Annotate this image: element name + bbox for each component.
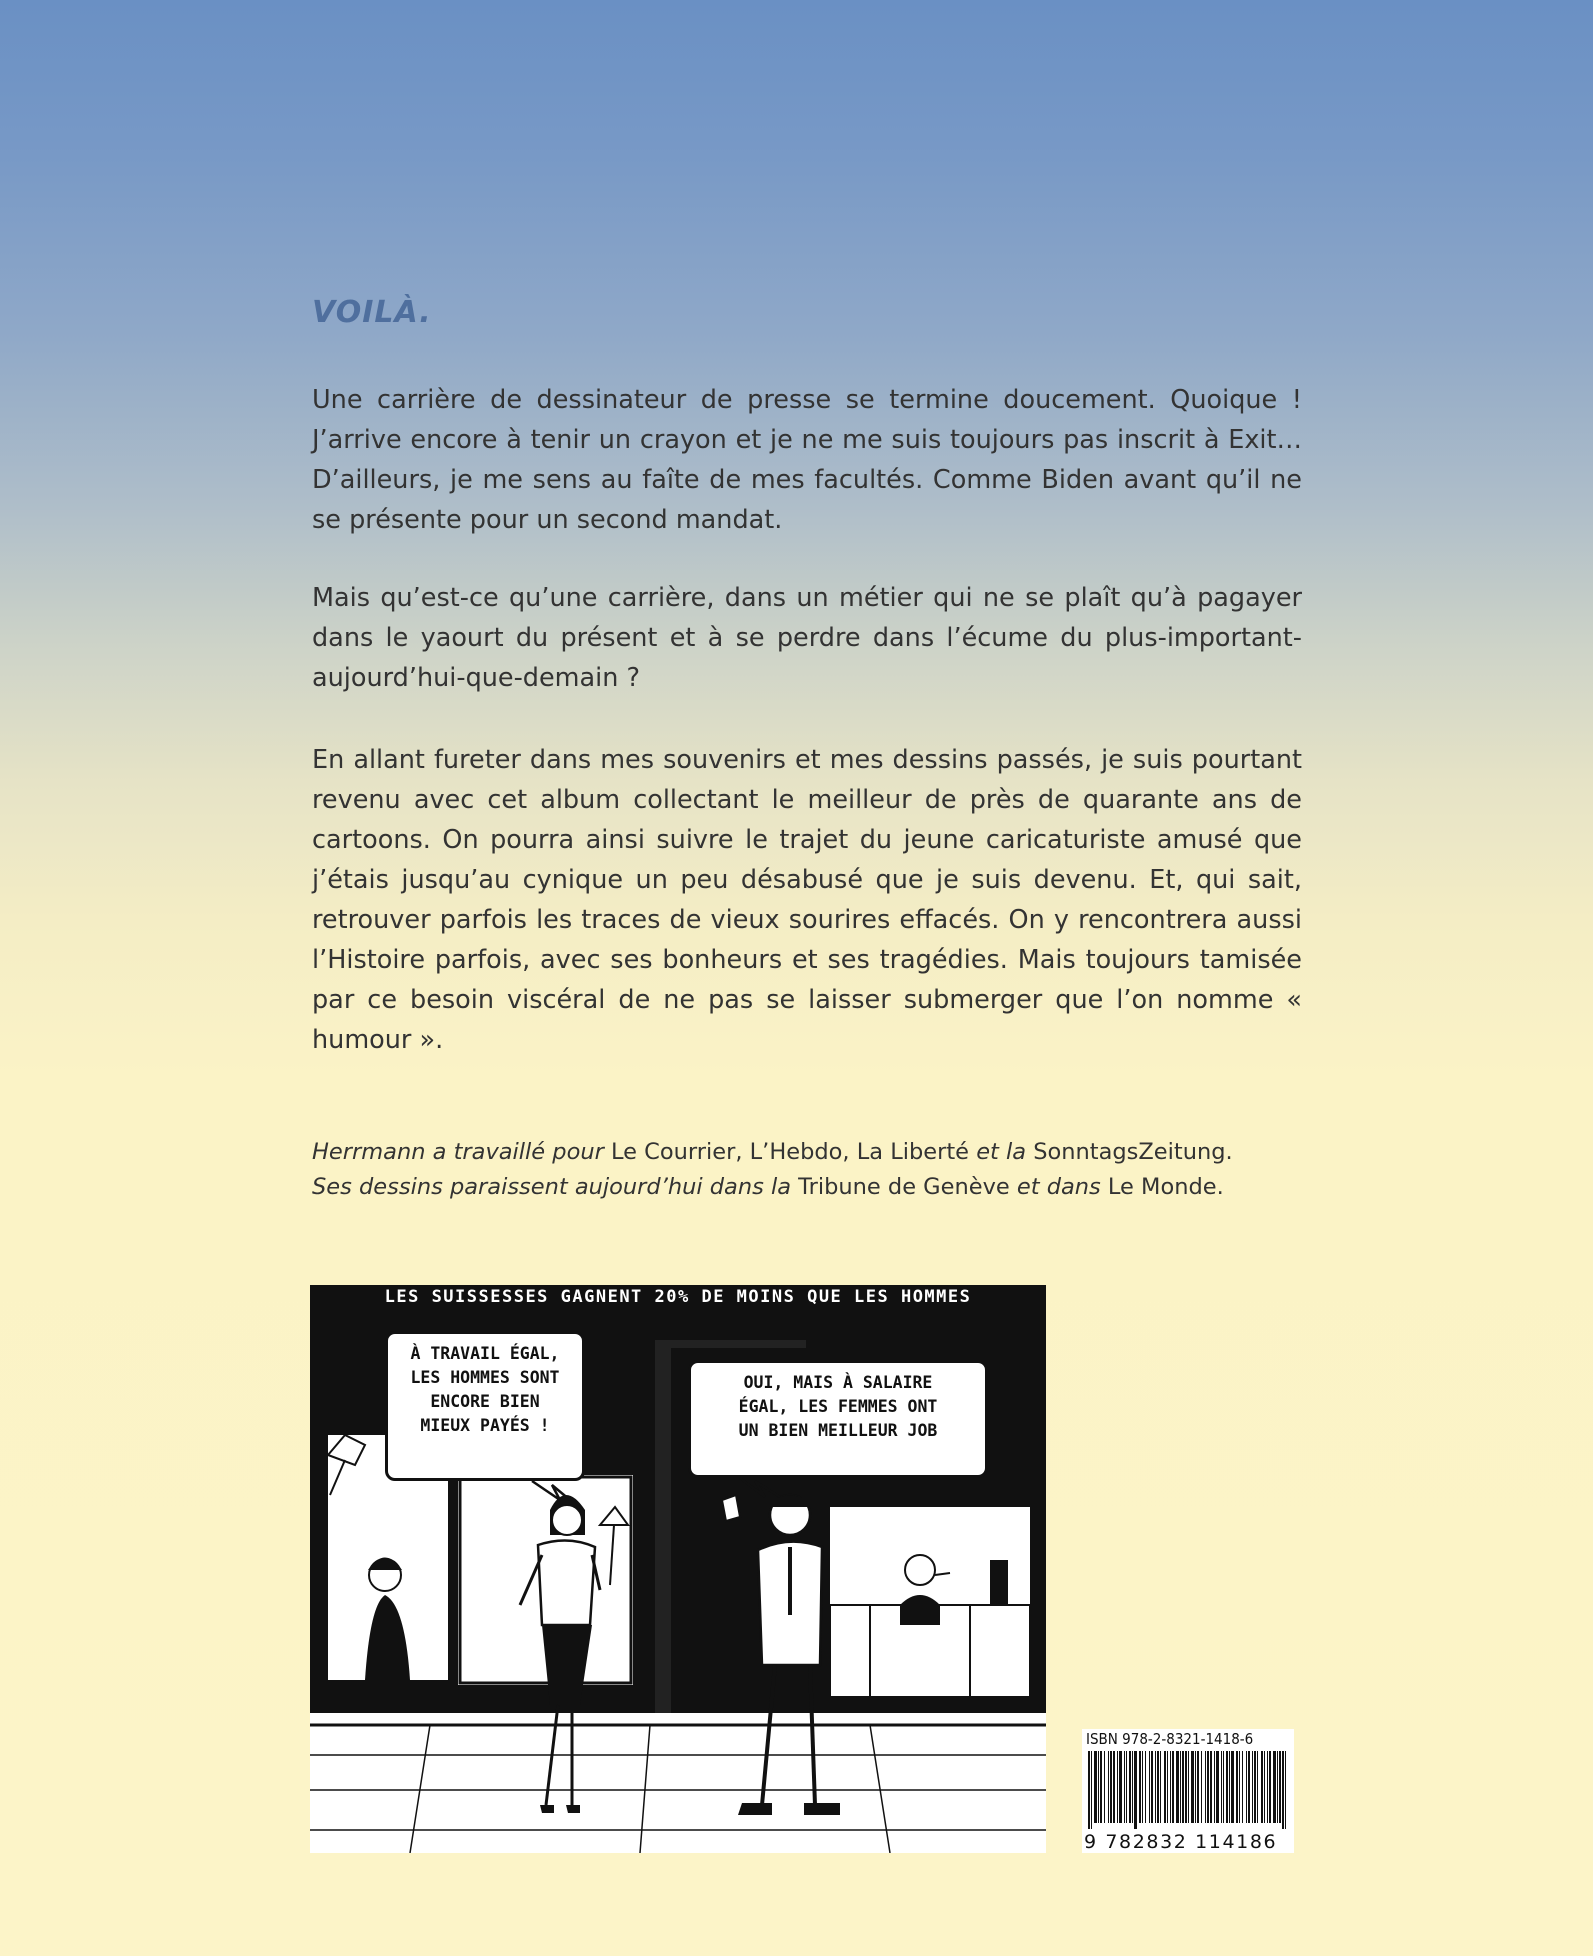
- speech-bubble-woman: [385, 1331, 585, 1481]
- barcode-bar: [1261, 1751, 1263, 1823]
- credits-text: Ses dessins paraissent aujourd’hui dans la: [312, 1174, 799, 1200]
- barcode-bar: [1267, 1751, 1268, 1823]
- heading-voila: VOILÀ.: [312, 295, 432, 330]
- paragraph-3: En allant fureter dans mes souvenirs et mes dessins passés, je suis pourtant revenu avec cet album collectant le meilleur de près de quarante ans de cartoons. On pourra ainsi suivre le trajet du jeune caricaturiste amusé que j’étais jusqu’au cynique un peu désabusé que je suis devenu. Et, qui sait, retrouver parfois les traces de vieux sourires effacés. On y rencontrera aussi l’Histoire parfois, avec ses bonheurs et ses tragédies. Mais toujours tamisée par ce besoin viscéral de ne pas se laisser submerger que l’on nomme « humour ».: [312, 745, 1302, 1055]
- barcode-bar: [1149, 1751, 1150, 1823]
- bubble-line: ENCORE BIEN: [430, 1392, 540, 1411]
- barcode-bar: [1088, 1751, 1090, 1829]
- barcode-bar: [1098, 1751, 1099, 1823]
- barcode-bar: [1257, 1751, 1258, 1823]
- barcode-bar: [1188, 1751, 1189, 1823]
- isbn-digits: 9 782832 114186: [1084, 1831, 1278, 1853]
- bubble-line: À TRAVAIL ÉGAL,: [410, 1344, 560, 1363]
- bubble-line: OUI, MAIS À SALAIRE: [743, 1373, 933, 1392]
- speech-bubble-man: [688, 1360, 988, 1478]
- barcode-bar: [1155, 1751, 1156, 1823]
- barcode-bar: [1160, 1751, 1161, 1823]
- bubble-line: ÉGAL, LES FEMMES ONT: [738, 1397, 938, 1416]
- barcode-bar: [1113, 1751, 1115, 1823]
- barcode-bar: [1151, 1751, 1153, 1823]
- barcode-bar: [1254, 1751, 1256, 1823]
- barcode-bar: [1277, 1751, 1278, 1823]
- barcode-bar: [1226, 1751, 1228, 1823]
- barcode-bar: [1110, 1751, 1112, 1823]
- barcode-bar: [1242, 1751, 1243, 1823]
- barcode-bar: [1167, 1751, 1168, 1823]
- barcode-bar: [1229, 1751, 1230, 1823]
- barcode-bar: [1264, 1751, 1265, 1823]
- barcode-bar: [1246, 1751, 1247, 1823]
- barcode-bar: [1207, 1751, 1209, 1823]
- barcode-bar: [1157, 1751, 1159, 1823]
- bubble-line: UN BIEN MEILLEUR JOB: [738, 1421, 938, 1440]
- bubble-line: LES HOMMES SONT: [410, 1368, 560, 1387]
- barcode-bar: [1126, 1751, 1127, 1823]
- paragraph-1: Une carrière de dessinateur de presse se termine doucement. Quoique ! J’arrive encore à tenir un crayon et je ne me suis toujours pas inscrit à Exit… D’ailleurs, je me sens au faîte de mes facultés. Comme Biden avant qu’il ne se présente pour un second mandat.: [312, 385, 1302, 535]
- barcode-bar: [1197, 1751, 1199, 1823]
- barcode-bar: [1195, 1751, 1196, 1823]
- barcode-bar: [1273, 1751, 1276, 1823]
- barcode-bar: [1134, 1751, 1137, 1829]
- credits-line-2: [312, 1170, 1312, 1205]
- barcode-bar: [1145, 1751, 1146, 1823]
- publication-name: SonntagsZeitung.: [1033, 1139, 1233, 1165]
- isbn-barcode: [1082, 1729, 1294, 1853]
- barcode-bar: [1279, 1751, 1281, 1823]
- author-credits: [312, 1135, 1312, 1205]
- barcode-bar: [1139, 1751, 1141, 1823]
- barcode-bar: [1231, 1751, 1234, 1823]
- barcode-bar: [1094, 1751, 1097, 1823]
- credits-text: Herrmann a travaillé pour: [312, 1139, 612, 1165]
- barcode-bar: [1119, 1751, 1122, 1823]
- barcode-bar: [1236, 1751, 1238, 1823]
- barcode-bar: [1104, 1751, 1105, 1823]
- barcode-bar: [1221, 1751, 1222, 1823]
- barcode-bar: [1124, 1751, 1125, 1823]
- barcode-bar: [1214, 1751, 1215, 1823]
- cartoon-caption: LES SUISSESSES GAGNENT 20% DE MOINS QUE LES HOMMES: [310, 1285, 1046, 1309]
- credits-text: et dans: [1016, 1174, 1108, 1200]
- barcode-bar: [1210, 1751, 1212, 1823]
- barcode-bar: [1180, 1751, 1181, 1823]
- barcode-bar: [1129, 1751, 1131, 1823]
- barcode-bar: [1170, 1751, 1171, 1823]
- publication-name: Le Monde.: [1107, 1174, 1224, 1200]
- bubble-line: MIEUX PAYÉS !: [420, 1416, 550, 1435]
- barcode-bar: [1248, 1751, 1250, 1823]
- isbn-label: ISBN 978-2-8321-1418-6: [1086, 1730, 1254, 1748]
- barcode-bar: [1117, 1751, 1118, 1823]
- publication-names: Le Courrier, L’Hebdo, La Liberté: [611, 1139, 977, 1165]
- barcode-bar: [1164, 1751, 1166, 1823]
- barcode-bar: [1172, 1751, 1174, 1823]
- barcode-bar: [1252, 1751, 1253, 1823]
- barcode-bar: [1201, 1751, 1202, 1823]
- barcode-bar: [1285, 1751, 1286, 1829]
- barcode-bars: [1086, 1751, 1290, 1829]
- barcode-bar: [1216, 1751, 1219, 1823]
- barcode-bar: [1132, 1751, 1133, 1823]
- barcode-bar: [1142, 1751, 1143, 1823]
- barcode-bar: [1108, 1751, 1109, 1823]
- paragraph-2: Mais qu’est-ce qu’une carrière, dans un métier qui ne se plaît qu’à pagayer dans le yaourt du présent et à se perdre dans l’écume du plus-important-aujourd’hui-que-demain ?: [312, 583, 1302, 693]
- barcode-bar: [1191, 1751, 1194, 1823]
- credits-text: et la: [976, 1139, 1034, 1165]
- barcode-bar: [1182, 1751, 1184, 1823]
- barcode-bar: [1223, 1751, 1224, 1823]
- publication-name: Tribune de Genève: [798, 1174, 1017, 1200]
- barcode-bar: [1176, 1751, 1179, 1823]
- barcode-bar: [1091, 1751, 1092, 1829]
- barcode-bar: [1205, 1751, 1206, 1823]
- cartoon-illustration: [310, 1285, 1046, 1853]
- barcode-bar: [1100, 1751, 1102, 1823]
- barcode-bar: [1185, 1751, 1187, 1823]
- credits-line-1: [312, 1135, 1312, 1170]
- barcode-bar: [1239, 1751, 1240, 1823]
- barcode-bar: [1269, 1751, 1271, 1823]
- barcode-bar: [1282, 1751, 1284, 1829]
